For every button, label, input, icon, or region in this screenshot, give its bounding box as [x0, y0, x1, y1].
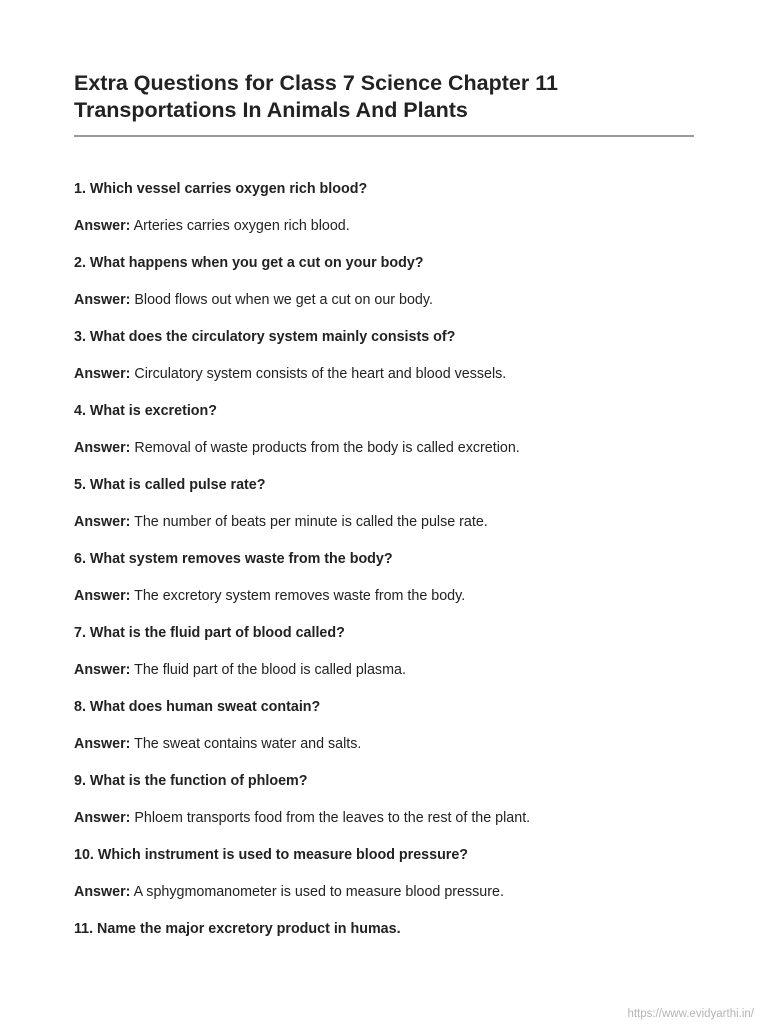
- answer-label: Answer:: [74, 292, 131, 308]
- answer-label: Answer:: [74, 810, 131, 826]
- question-3: 3. What does the circulatory system mainly consists of?: [74, 329, 456, 345]
- question-1: 1. Which vessel carries oxygen rich blood?: [74, 181, 368, 197]
- answer-5: [74, 511, 714, 533]
- answer-text: The sweat contains water and salts.: [130, 736, 362, 752]
- answer-4: [74, 437, 714, 459]
- title-divider: [74, 135, 694, 137]
- question-8: 8. What does human sweat contain?: [74, 699, 321, 715]
- answer-text: The number of beats per minute is called the pulse rate.: [130, 514, 488, 530]
- question-11: 11. Name the major excretory product in humas.: [74, 921, 401, 937]
- answer-text: The excretory system removes waste from the body.: [130, 588, 466, 604]
- question-10: 10. Which instrument is used to measure blood pressure?: [74, 847, 469, 863]
- footer-url: https://www.evidyarthi.in/: [627, 1008, 754, 1020]
- answer-label: Answer:: [74, 440, 131, 456]
- question-5: 5. What is called pulse rate?: [74, 477, 266, 493]
- answer-6: [74, 585, 714, 607]
- answer-8: [74, 733, 714, 755]
- page-title-line-1: Extra Questions for Class 7 Science Chapter 11: [74, 71, 558, 95]
- answer-text: Circulatory system consists of the heart and blood vessels.: [130, 366, 507, 382]
- page-title-line-2: Transportations In Animals And Plants: [74, 98, 468, 122]
- question-2: 2. What happens when you get a cut on your body?: [74, 255, 424, 271]
- answer-text: Blood flows out when we get a cut on our body.: [130, 292, 433, 308]
- answer-text: A sphygmomanometer is used to measure blood pressure.: [130, 884, 504, 900]
- question-4: 4. What is excretion?: [74, 403, 218, 419]
- answer-1: [74, 215, 714, 237]
- answer-text: Removal of waste products from the body is called excretion.: [130, 440, 520, 456]
- answer-9: [74, 807, 714, 829]
- answer-label: Answer:: [74, 514, 131, 530]
- qa-list: [74, 178, 714, 955]
- answer-text: The fluid part of the blood is called plasma.: [130, 662, 406, 678]
- answer-label: Answer:: [74, 588, 131, 604]
- answer-text: Arteries carries oxygen rich blood.: [130, 218, 350, 234]
- answer-label: Answer:: [74, 736, 131, 752]
- answer-label: Answer:: [74, 366, 131, 382]
- question-6: 6. What system removes waste from the body?: [74, 551, 393, 567]
- answer-label: Answer:: [74, 884, 131, 900]
- answer-2: [74, 289, 714, 311]
- answer-label: Answer:: [74, 662, 131, 678]
- question-9: 9. What is the function of phloem?: [74, 773, 308, 789]
- question-7: 7. What is the fluid part of blood called?: [74, 625, 345, 641]
- answer-10: [74, 881, 714, 903]
- answer-3: [74, 363, 714, 385]
- answer-text: Phloem transports food from the leaves to the rest of the plant.: [130, 810, 531, 826]
- answer-label: Answer:: [74, 218, 131, 234]
- answer-7: [74, 659, 714, 681]
- page-title: [74, 70, 694, 124]
